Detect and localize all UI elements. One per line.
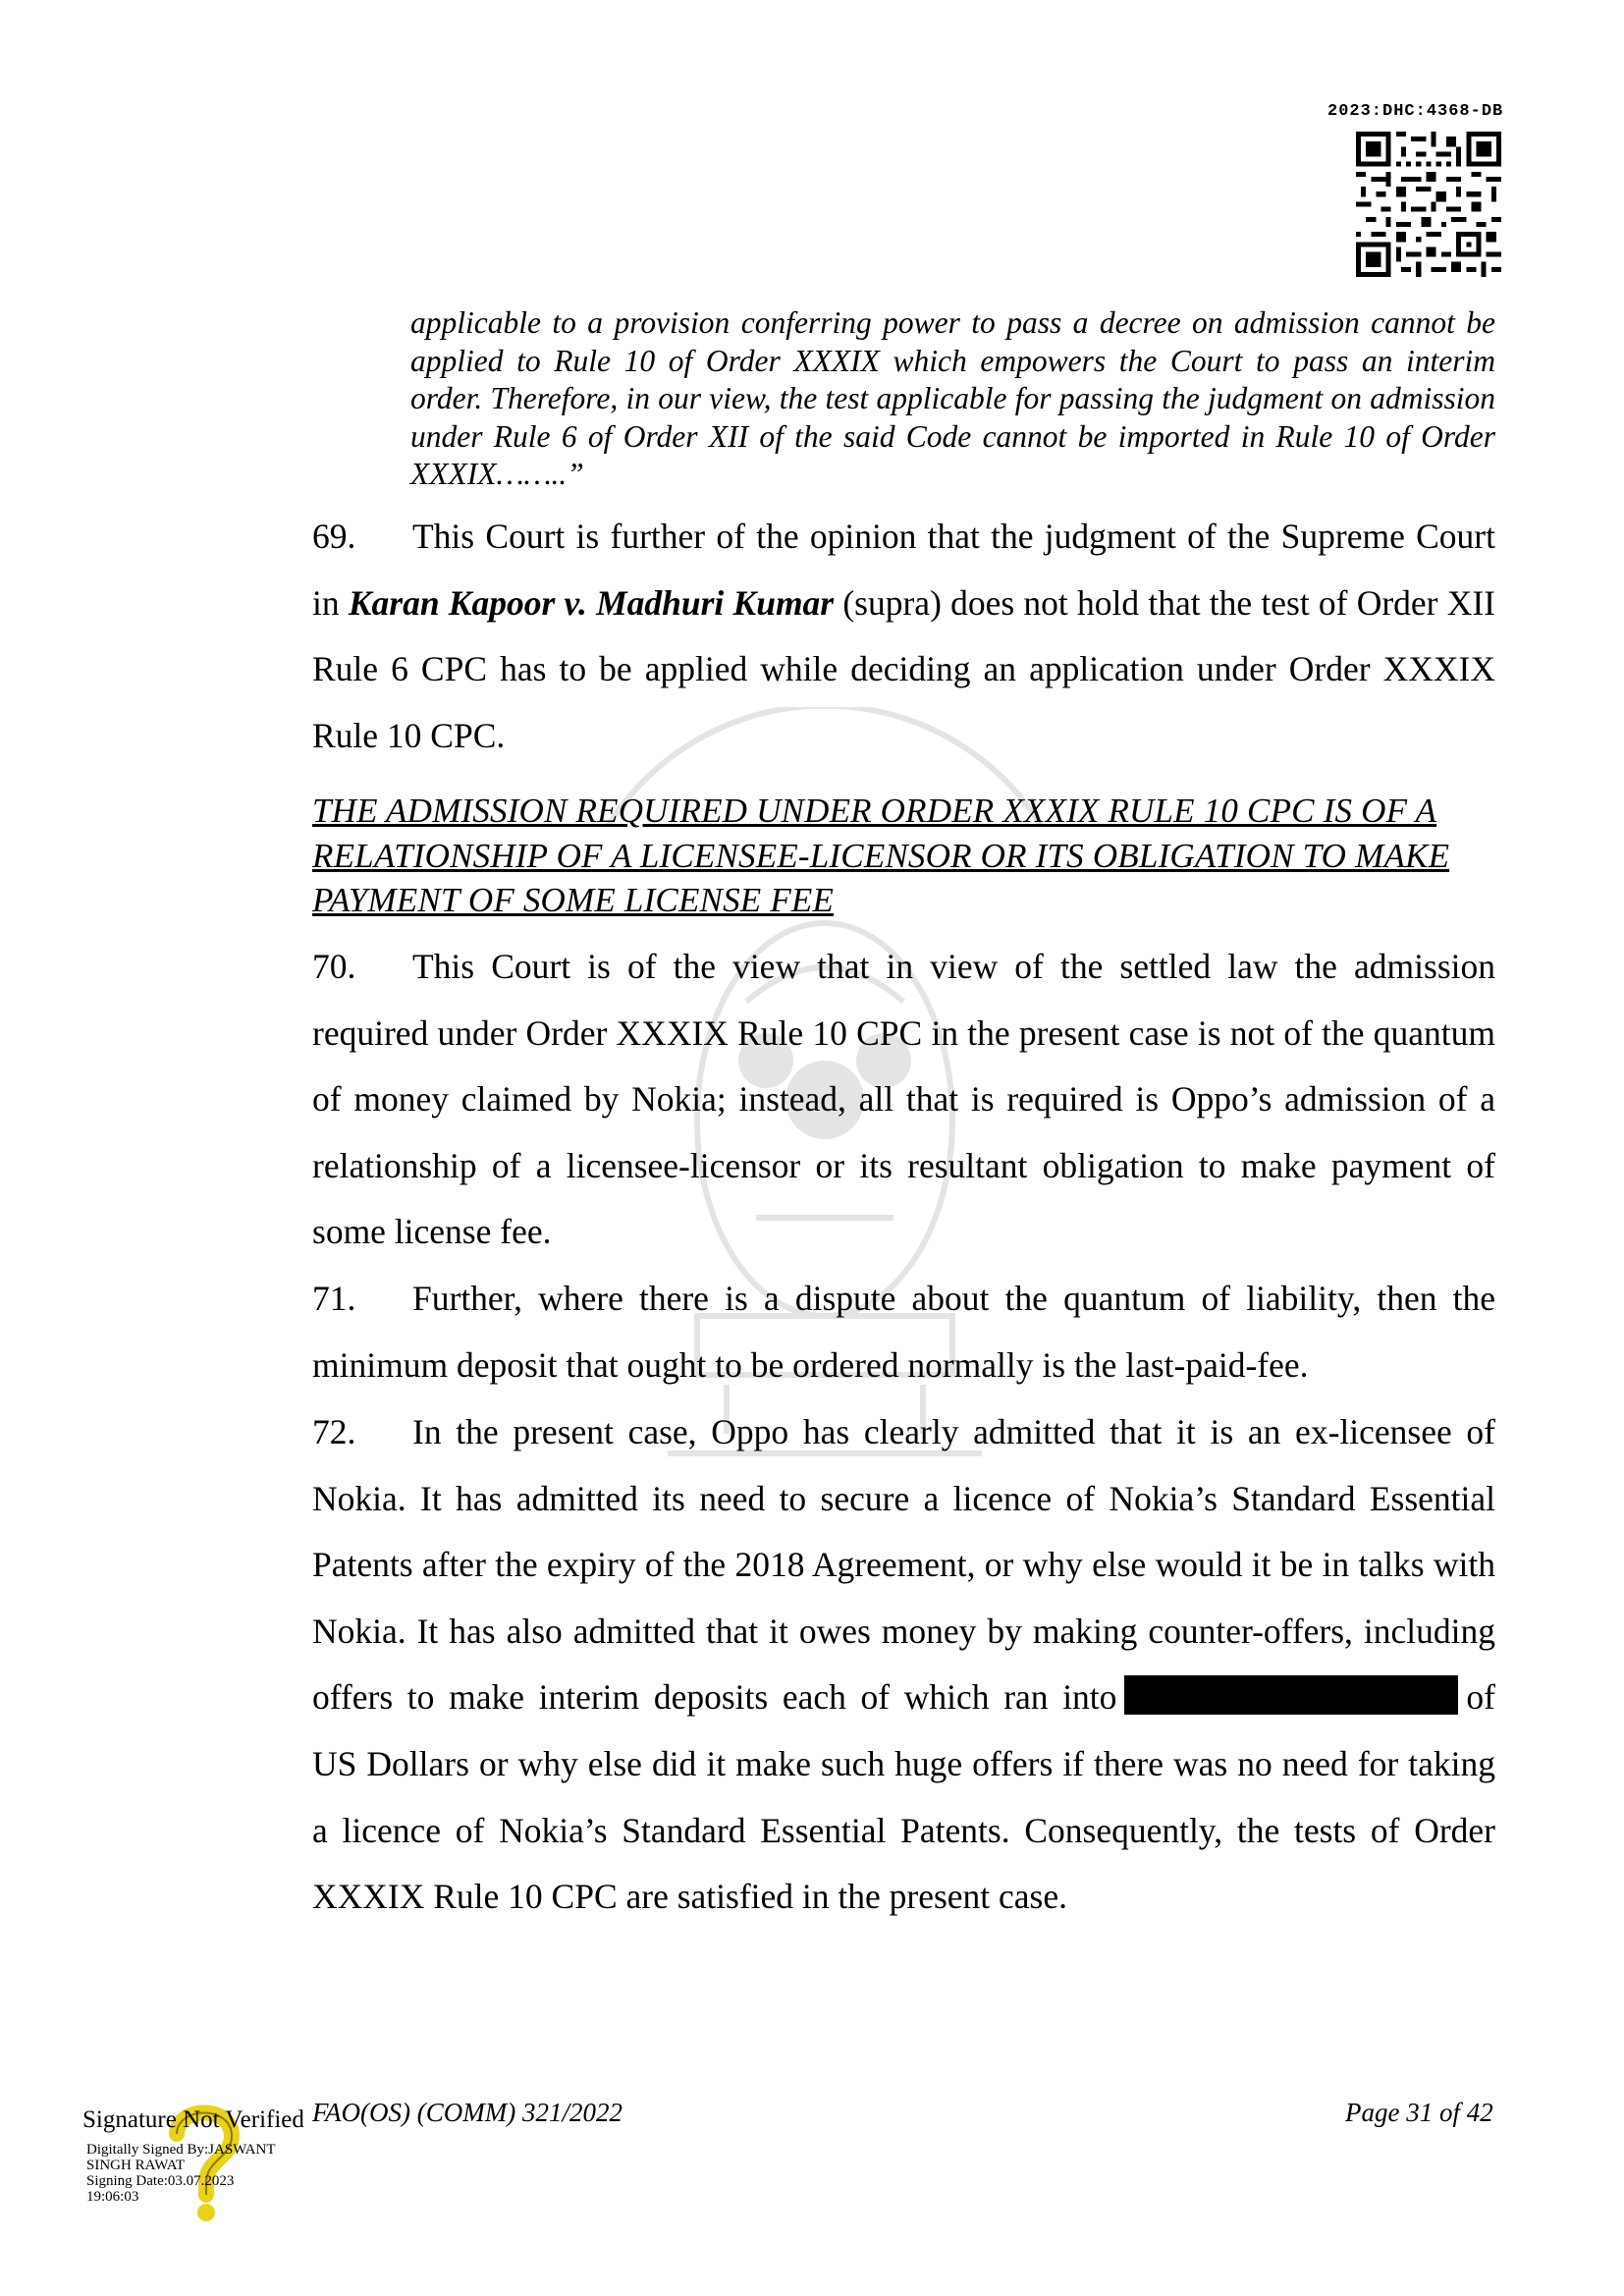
paragraph-number: 69. [312,517,356,556]
paragraph-text: Further, where there is a dispute about the quantum of liability, then the minimum deposit that ought to be ordered normally is the last-paid-fee. [312,1279,1495,1385]
case-number: FAO(OS) (COMM) 321/2022 [312,2098,623,2127]
block-quote: applicable to a provision conferring power to pass a decree on admission cannot be applied to Rule 10 of Order XXXIX which empowers the Court to pass an interim order. Therefore, in our view, the test applicable for passing the judgment on admission under Rule 6 of Order XII of the said Code cannot be imported in Rule 10 of Order XXXIX……..” [410,305,1495,492]
paragraph-text: In the present case, Oppo has clearly admitted that it is an ex-licensee of Nokia. It has admitted its need to secure a licence of Nokia’s Standard Essential Patents after the expiry of the 2018 Agreement, or why else would it be in talks with Nokia. It has also admitted that it owes money by making counter-offers, including offers to make interim deposits each of which ran into [312,1412,1495,1718]
redaction-box [1124,1675,1458,1715]
digital-signature-details [86,2142,276,2205]
citation-number: 2023:DHC:4368-DB [1327,102,1504,121]
paragraph-72 [312,1399,1495,1931]
paragraph-71 [312,1266,1495,1398]
paragraph-69 [312,504,1495,769]
paragraph-text-continued: of US Dollars or why else did it make such huge offers if there was no need for taking a licence of Nokia’s Standard Essential Patents. Consequently, the tests of Order XXXIX Rule 10 CPC are satisfied in the present case. [312,1677,1495,1917]
case-name: Karan Kapoor v. Madhuri Kumar [348,582,835,623]
paragraph-number: 70. [312,947,356,986]
signature-status: Signature Not Verified [82,2106,304,2133]
section-heading: THE ADMISSION REQUIRED UNDER ORDER XXXIX RULE 10 CPC IS OF A RELATIONSHIP OF A LICENSEE-LICENSOR OR ITS OBLIGATION TO MAKE PAYMENT OF SOME LICENSE FEE [312,792,1450,919]
paragraph-number: 71. [312,1279,356,1318]
paragraph-text: This Court is of the view that in view of the settled law the admission required under Order XXXIX Rule 10 CPC in the present case is not of the quantum of money claimed by Nokia; instead, all that is required is Oppo’s admission of a relationship of a licensee-licensor or its resultant obligation to make payment of some license fee. [312,947,1495,1252]
qr-code [1356,132,1501,277]
paragraph-text-continued: (supra) does not hold that the test of Order XII Rule 6 CPC has to be applied while deciding an application under Order XXXIX Rule 10 CPC. [312,582,1495,755]
signing-time: 19:06:03 [86,2189,139,2205]
page-number: Page 31 of 42 [1345,2098,1493,2127]
paragraph-number: 72. [312,1412,356,1451]
signed-by-line-2: SINGH RAWAT [86,2158,186,2173]
paragraph-text: This Court is further of the opinion that the judgment of the Supreme Court in [312,517,1495,623]
paragraph-70 [312,934,1495,1266]
signed-by-line-1: Digitally Signed By:JASWANT [86,2142,276,2158]
signing-date: Signing Date:03.07.2023 [86,2173,235,2189]
